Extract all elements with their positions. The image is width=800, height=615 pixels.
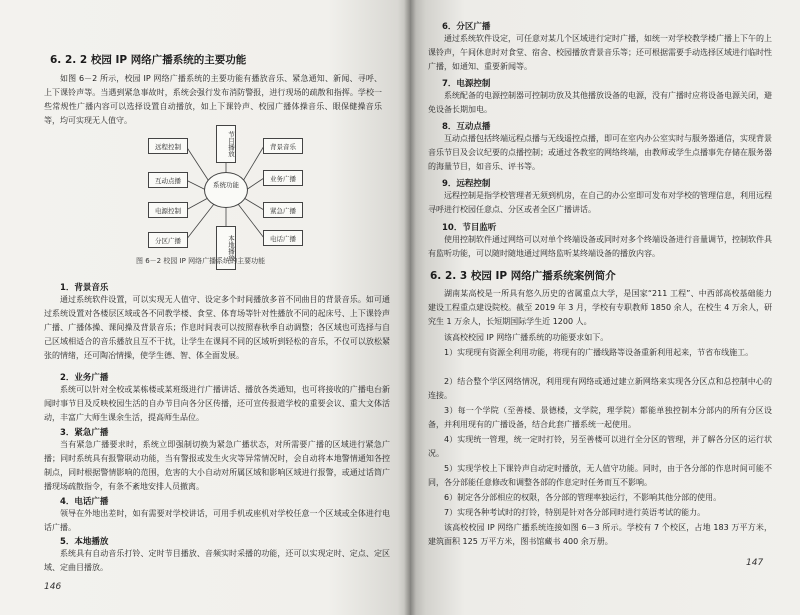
diagram-node-interactive-request: 互动点播 — [148, 172, 188, 188]
requirement-3: 3）每一个学院（至善楼、景德楼，文学院，理学院）都能单独控制本分部内的所有分区设备，并利用现有的广播设备，结合此套广播系统一起使用。 — [428, 406, 772, 429]
subsection-title-3: 3．紧急广播 — [60, 428, 109, 438]
diagram-node-program-play: 节目播放 — [216, 125, 236, 163]
subsection-title-6: 6．分区广播 — [442, 22, 491, 32]
subsection-title-8: 8．互动点播 — [442, 122, 491, 132]
subsection-text-2: 系统可以针对全校或某栋楼或某班级进行广播讲话、播放各类通知，也可将接收的广播电台新闻时事节目及反映校园生活的自办节目向各分区传播，还可宣传报道学校的重要会议、重大文体活动，丰富广大师生课余生活，提高师生品位。 — [44, 385, 390, 422]
requirement-5: 5）实现学校上下课铃声自动定时播放，无人值守功能。同时，由于各分部的作息时间可能不同，各分部能任意修改和调整各部的作息定时任务而互不影响。 — [428, 464, 772, 487]
diagram-node-background-music: 背景音乐 — [263, 138, 303, 154]
diagram-node-zone-broadcast: 分区广播 — [148, 232, 188, 248]
requirement-7: 7）实现各种考试时的打铃，特别是针对各分部同时进行英语考试的能力。 — [444, 508, 706, 517]
subsection-title-1: 1．背景音乐 — [60, 283, 109, 293]
subsection-text-3: 当有紧急广播要求时，系统立即强制切换为紧急广播状态，对所需要广播的区域进行紧急广播；同时系统具有报警联动功能，当有警报或发生火灾等异常情况时，会自动将本地警情通知各控制点，同时根据警情影响的范围，危害的大小自动对所属区域和影响区域进行报警，或通过话筒广播现场疏散指令，有条不紊地安排人员撤离。 — [44, 440, 390, 491]
page-number-left: 146 — [44, 582, 62, 592]
requirement-2: 2）结合整个学区网络情况，利用现有网络或通过建立新网络来实现各分区点和总控制中心的连接。 — [428, 377, 772, 400]
subsection-text-7: 系统配备的电源控制器可控制功放及其他播放设备的电源，没有广播时应将设备电源关闭，避免设备长期加电。 — [428, 91, 772, 114]
section-title-6-2-2: 6. 2. 2 校园 IP 网络广播系统的主要功能 — [50, 54, 247, 66]
subsection-text-10: 使用控制软件通过网络可以对单个终端设备或同时对多个终端设备进行音量调节，控制软件具有监听功能，可以随时随地通过网络监听某终端设备的播放内容。 — [428, 235, 772, 258]
diagram-node-local-play: 本地播放 — [216, 226, 236, 270]
page-number-right: 147 — [746, 558, 764, 568]
right-page — [410, 0, 800, 615]
diagram-node-remote-control: 远程控制 — [148, 138, 188, 154]
subsection-text-9: 远程控制是指学校管理者无须到机房，在自己的办公室即可发布对学校的管理信息，利用远程寻呼进行校园任意点、分区或者全区广播讲话。 — [428, 191, 772, 214]
intro-paragraph: 如图 6－2 所示，校园 IP 网络广播系统的主要功能有播放音乐、紧急通知、新闻、寻呼、上下课铃声等。当遇到紧急事故时，系统会强行发布消防警报，进行现场的疏散和指挥。学校一些常规性广播内容可以选择设置自动播放，如上下课铃声、校园广播体操音乐、眼保健操音乐等，均可实现无人值守。 — [44, 74, 382, 125]
subsection-title-10: 10．节目监听 — [442, 223, 497, 233]
requirements-lead: 该高校校园 IP 网络广播系统的功能要求如下。 — [444, 333, 609, 342]
diagram-node-business-broadcast: 业务广播 — [263, 170, 303, 186]
requirement-4: 4）实现统一管理，统一定时打铃，另至善楼可以进行全分区的管理，并了解各分区的运行状况。 — [428, 435, 772, 458]
section-title-6-2-3: 6. 2. 3 校园 IP 网络广播系统案例简介 — [430, 270, 616, 282]
figure-caption: 图 6－2 校园 IP 网络广播系统的主要功能 — [136, 257, 266, 265]
subsection-title-5: 5．本地播放 — [60, 537, 109, 547]
requirement-6: 6）制定各分部相应的权限，各分部的管理率独运行，不影响其他分部的使用。 — [444, 493, 722, 502]
subsection-text-8: 互动点播包括终端远程点播与无线遥控点播，即可在室内办公室实时与服务器通信，实现背景音乐节目及会议纪要的点播控制；或通过各教室的网络终端，由教师或学生点播事先存储在服务器的海量节目，如音乐、评书等。 — [428, 134, 772, 171]
diagram-hub-system-functions: 系统功能 — [204, 172, 248, 208]
subsection-title-2: 2．业务广播 — [60, 373, 109, 383]
subsection-title-4: 4．电话广播 — [60, 497, 109, 507]
diagram-node-power-control: 电源控制 — [148, 202, 188, 218]
subsection-text-6: 通过系统软件设定，可任意对某几个区域进行定时广播，如统一对学校教学楼广播上下午的上课铃声，午间休息时对食堂、宿舍、校园播放背景音乐等；还可根据需要手动选择区域进行临时性广播，如通知、重要新闻等。 — [428, 34, 772, 71]
case-closing: 该高校校园 IP 网络广播系统连接如图 6－3 所示。学校有 7 个校区，占地 183 万平方米，建筑面积 125 万平方米，图书馆藏书 400 余万册。 — [428, 523, 772, 546]
requirement-1: 1）实现现有资源全利用功能，将现有的广播线路等设备重新利用起来，节省布线施工。 — [444, 348, 754, 357]
subsection-text-1: 通过系统软件设置，可以实现无人值守、设定多个时间播放多首不同曲目的背景音乐。如可通过系统设置对各楼层区域或各不同教学楼、食堂、体育场等针对性播放不同的起床号、上下课铃声广播、广播体操、课间操及背景音乐；作息时间表可以按照春秋季自动调整；各区域也可选择与自己区域相适合的音乐播放且互不干扰，让学生在课间不同的区域听到轻松的音乐，不仅可以放松紧张的情绪，还可陶冶情操，使学生德、智、体全面发展。 — [44, 295, 390, 360]
diagram-node-phone-broadcast: 电话广播 — [263, 230, 303, 246]
subsection-title-7: 7．电源控制 — [442, 79, 491, 89]
case-intro: 湖南某高校是一所具有悠久历史的省属重点大学，是国家“211 工程”、中西部高校基础能力建设工程重点建设院校。截至 2019 年 3 月，学校有专职教师 1850 余人，在校生 4 万余人，研究生 1 万余人，长短期国际学生近 1200 人。 — [428, 289, 772, 326]
diagram-node-emergency-broadcast: 紧急广播 — [263, 202, 303, 218]
subsection-title-9: 9．远程控制 — [442, 179, 491, 189]
book-gutter — [404, 0, 416, 615]
subsection-text-5: 系统具有自动音乐打铃、定时节目播放、音频实时采播的功能，还可以实现定时、定点、定区域、定曲目播放。 — [44, 549, 390, 572]
subsection-text-4: 领导在外地出差时，如有需要对学校讲话，可用手机或座机对学校任意一个区域或全体进行电话广播。 — [44, 509, 390, 532]
